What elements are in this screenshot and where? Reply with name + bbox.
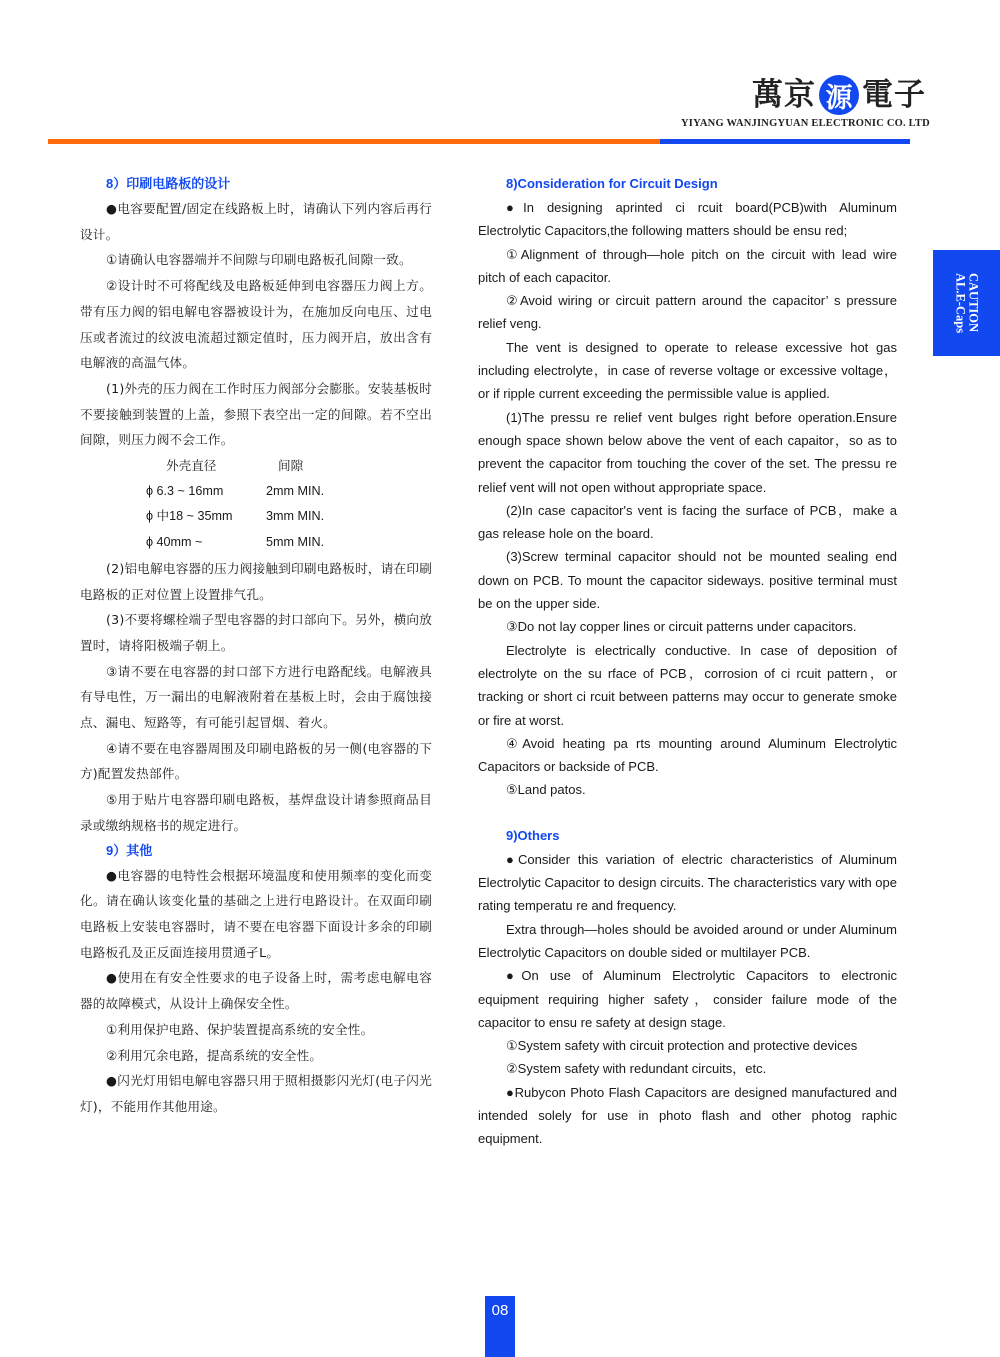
section-heading-8-en: 8)Consideration for Circuit Design: [506, 176, 718, 191]
paragraph: ●Rubycon Photo Flash Capacitors are designed manufactured and intended solely for use in photo flash and other photog raphic equipment.: [478, 1084, 897, 1147]
table-row: [80, 530, 432, 556]
paragraph: ●闪光灯用铝电解电容器只用于照相摄影闪光灯(电子闪光灯)，不能用作其他用途。: [80, 1073, 432, 1114]
table-cell: 2mm MIN.: [266, 483, 325, 498]
paragraph: The vent is designed to operate to release excessive hot gas including electrolyte，in case of reverse voltage or excessive voltage，or if ripple current exceeding the permissible value is applied.: [478, 339, 898, 402]
paragraph: ④请不要在电容器周围及印刷电路板的另一侧(电容器的下方)配置发热部件。: [80, 740, 432, 782]
table-header-cell: 外壳直径: [166, 458, 217, 474]
logo-char: 電: [862, 77, 894, 113]
table-cell: ϕ 40mm ~: [146, 535, 203, 550]
spacer: [478, 802, 897, 824]
section-heading-8-cn: 8）印刷电路板的设计: [106, 176, 231, 191]
paragraph: ●电容器的电特性会根据环境温度和使用频率的变化而变化。请在确认该变化量的基础之上进行电路设计。在双面印刷电路板上安装电容器时，请不要在电容器下面设计多余的印刷电路板孔及正反面连接用贯通孑L。: [80, 867, 432, 960]
paragraph: ●On use of Aluminum Electrolytic Capacitors to electronic equipment requiring higher safety，consider failure mode of the capacitor to ensu re safety at design stage.: [478, 968, 897, 1030]
table-cell: ϕ 中18 ~ 35mm: [146, 509, 233, 524]
table-header-cell: 间隙: [278, 458, 304, 474]
paragraph: Electrolyte is electrically conductive. In case of deposition of electrolyte on the su rface of PCB，corrosion of ci rcuit pattern，or tracking or short ci rcuit between patterns may occur to generate smoke or fire at worst.: [478, 642, 897, 728]
paragraph: (1)The pressu re relief vent bulges right before operation.Ensure enough space shown below above the vent of each capaitor，so as to prevent the capacitor from touching the cover of the set. The pressu re relief vent will not open without appropriate space.: [478, 409, 897, 495]
side-tab-text: [954, 273, 980, 333]
paragraph: (3)Screw terminal capacitor should not be mounted sealing end down on PCB. To mount the capacitor sideways. positive terminal must be on the upper side.: [478, 549, 897, 612]
paragraph: (3)不要将螺栓端子型电容器的封口部向下。另外，横向放置时，请将阳极端子朝上。: [80, 612, 432, 653]
paragraph: ③Do not lay copper lines or circuit patterns under capacitors.: [506, 619, 857, 635]
table-cell: 5mm MIN.: [266, 535, 325, 550]
paragraph: ③请不要在电容器的封口部下方进行电路配线。电解液具有导电性，万一漏出的电解液附着在基板上时，会由于腐蚀接点、漏电、短路等，有可能引起冒烟、着火。: [80, 663, 432, 731]
side-tab-line1: CAUTION: [966, 273, 981, 333]
paragraph: ②利用冗余电路，提高系统的安全性。: [106, 1047, 323, 1063]
paragraph: (2)铝电解电容器的压力阀接触到印刷电路板时，请在印刷电路板的正对位置上设置排气孔。: [80, 560, 432, 602]
paragraph: ②System safety with redundant circuits，etc.: [506, 1061, 767, 1077]
logo-circle-char: 源: [825, 82, 853, 114]
paragraph: ⑤用于贴片电容器印刷电路板，基焊盘设计请参照商品目录或缴纳规格书的规定进行。: [80, 792, 432, 833]
section-heading-9-en: 9)Others: [506, 827, 560, 843]
clearance-table: [80, 453, 432, 556]
page-number: 08: [491, 1302, 509, 1319]
section-side-tab: [933, 250, 1000, 356]
header-rule-orange: [48, 139, 660, 144]
paragraph: (2)In case capacitor's vent is facing the surface of PCB，make a gas release hole on the board.: [478, 502, 897, 542]
logo-circle-mark: [819, 75, 859, 115]
table-row: [80, 504, 432, 530]
paragraph: ●Consider this variation of electric characteristics of Aluminum Electrolytic Capacitor to design circuits. The characteristics vary with ope rating temperatu re and frequency.: [478, 851, 897, 914]
paragraph: ①利用保护电路、保护装置提高系统的安全性。: [106, 1021, 374, 1037]
table-cell: 3mm MIN.: [266, 509, 325, 524]
paragraph: ①请确认电容器端并不间隙与印刷电路板孔间隙一致。: [106, 252, 412, 268]
paragraph: (1)外壳的压力阀在工作时压力阀部分会膨胀。安装基板时不要接触到装置的上盖，参照下表空出一定的间隙。若不空出间隙，则压力阀不会工作。: [80, 380, 432, 448]
paragraph: ②Avoid wiring or circuit pattern around the capacitor’ s pressure relief veng.: [478, 293, 897, 332]
header-rule-blue: [660, 139, 910, 144]
left-column-chinese: [80, 172, 432, 1120]
logo-char: 京: [784, 77, 816, 113]
paragraph: ●In designing aprinted ci rcuit board(PCB)with Aluminum Electrolytic Capacitors,the following matters should be ensu red;: [478, 200, 897, 239]
side-tab-line2: AL.E-Caps: [953, 272, 968, 334]
section-heading-9-cn: 9）其他: [106, 842, 153, 858]
logo-char: 萬: [752, 77, 784, 113]
paragraph: ④Avoid heating pa rts mounting around Aluminum Electrolytic Capacitors or backside of PCB.: [478, 735, 897, 775]
paragraph: ●电容要配置/固定在线路板上时，请确认下列内容后再行设计。: [80, 201, 432, 242]
table-cell: ϕ 6.3 ~ 16mm: [146, 483, 224, 498]
paragraph: ●使用在有安全性要求的电子设备上时，需考虑电解电容器的故障模式，从设计上确保安全性。: [80, 970, 432, 1012]
logo-char: 子: [894, 77, 926, 113]
right-column-english: [478, 172, 897, 1151]
page-number-badge: [485, 1296, 515, 1357]
company-logo: [752, 74, 926, 116]
paragraph: Extra through—holes should be avoided around or under Aluminum Electrolytic Capacitors on double sided or multilayer PCB.: [478, 921, 897, 960]
table-row: [80, 479, 432, 505]
paragraph: ②设计时不可将配线及电路板延伸到电容器压力阀上方。带有压力阀的铝电解电容器被设计为，在施加反向电压、过电压或者流过的纹波电流超过额定值时，压力阀开启，放出含有电解液的高温气体。: [80, 278, 432, 371]
company-name-en: YIYANG WANJINGYUAN ELECTRONIC CO. LTD: [681, 118, 930, 129]
paragraph: ①System safety with circuit protection and protective devices: [506, 1038, 858, 1054]
table-header-row: [80, 453, 432, 479]
paragraph: ⑤Land patos.: [506, 782, 586, 798]
paragraph: ①Alignment of through—hole pitch on the circuit with lead wire pitch of each capacitor.: [478, 246, 897, 285]
